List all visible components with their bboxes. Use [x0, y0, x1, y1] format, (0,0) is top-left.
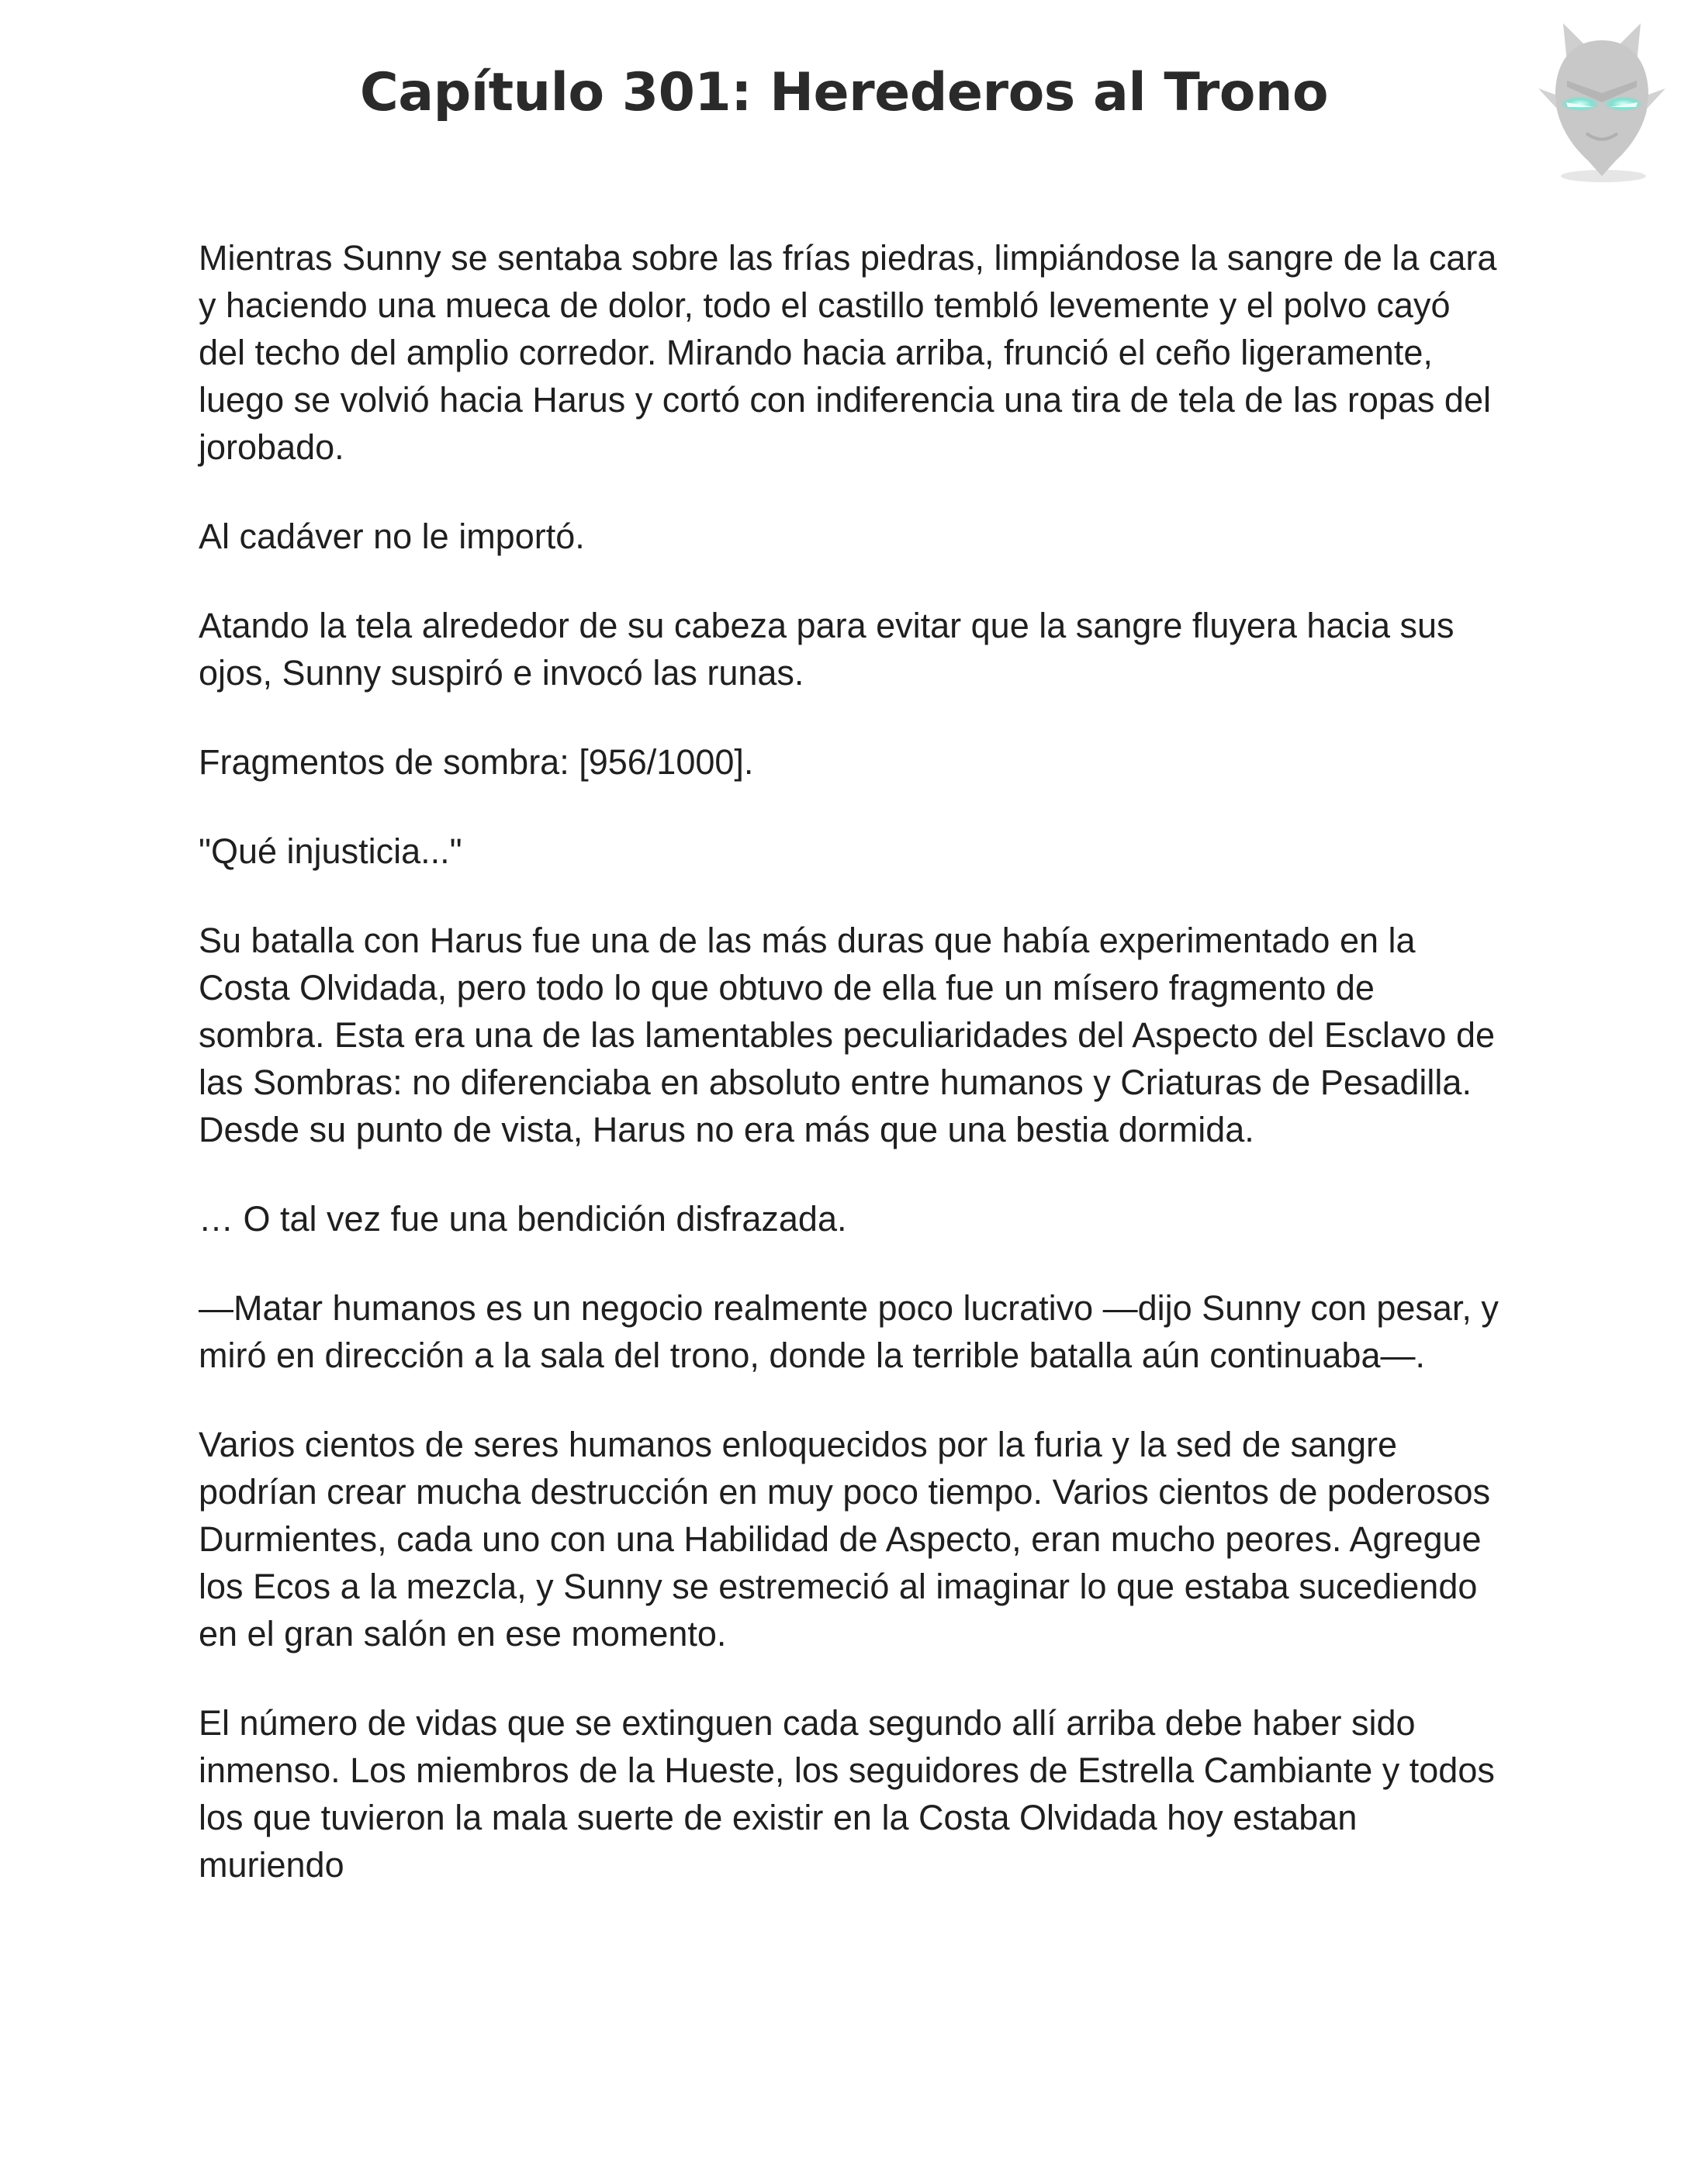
- paragraph: Fragmentos de sombra: [956/1000].: [199, 742, 754, 782]
- chapter-title: Capítulo 301: Herederos al Trono: [359, 62, 1329, 123]
- paragraph: Varios cientos de seres humanos enloquecidos por la furia y la sed de sangre podrían crear mucha destrucción en muy poco tiempo. Varios cientos de poderosos Durmientes, cada uno con una Habilidad de Aspecto, eran mucho peores. Agregue los Ecos a la mezcla, y Sunny se estremeció al imaginar lo que estaba sucediendo en el gran salón en ese momento.: [199, 1425, 1491, 1654]
- paragraph: … O tal vez fue una bendición disfrazada.: [199, 1199, 847, 1239]
- demon-mask-logo-icon: [1532, 17, 1672, 188]
- paragraph: —Matar humanos es un negocio realmente poco lucrativo —dijo Sunny con pesar, y miró en dirección a la sala del trono, donde la terrible batalla aún continuaba—.: [199, 1288, 1499, 1375]
- paragraph: El número de vidas que se extinguen cada segundo allí arriba debe haber sido inmenso. Los miembros de la Hueste, los seguidores de Estrella Cambiante y todos los que tuvieron la mala suerte de existir en la Costa Olvidada hoy estaban muriendo: [199, 1703, 1495, 1885]
- paragraph: Mientras Sunny se sentaba sobre las frías piedras, limpiándose la sangre de la cara y haciendo una mueca de dolor, todo el castillo tembló levemente y el polvo cayó del techo del amplio corredor. Mirando hacia arriba, frunció el ceño ligeramente, luego se volvió hacia Harus y cortó con indiferencia una tira de tela de las ropas del jorobado.: [199, 238, 1497, 467]
- chapter-body: [199, 234, 1502, 1930]
- paragraph: Al cadáver no le importó.: [199, 517, 585, 556]
- paragraph: "Qué injusticia...": [199, 831, 462, 871]
- paragraph: Atando la tela alrededor de su cabeza para evitar que la sangre fluyera hacia sus ojos, Sunny suspiró e invocó las runas.: [199, 606, 1455, 693]
- paragraph: Su batalla con Harus fue una de las más duras que había experimentado en la Costa Olvidada, pero todo lo que obtuvo de ella fue un mísero fragmento de sombra. Esta era una de las lamentables peculiaridades del Aspecto del Esclavo de las Sombras: no diferenciaba en absoluto entre humanos y Criaturas de Pesadilla. Desde su punto de vista, Harus no era más que una bestia dormida.: [199, 921, 1495, 1149]
